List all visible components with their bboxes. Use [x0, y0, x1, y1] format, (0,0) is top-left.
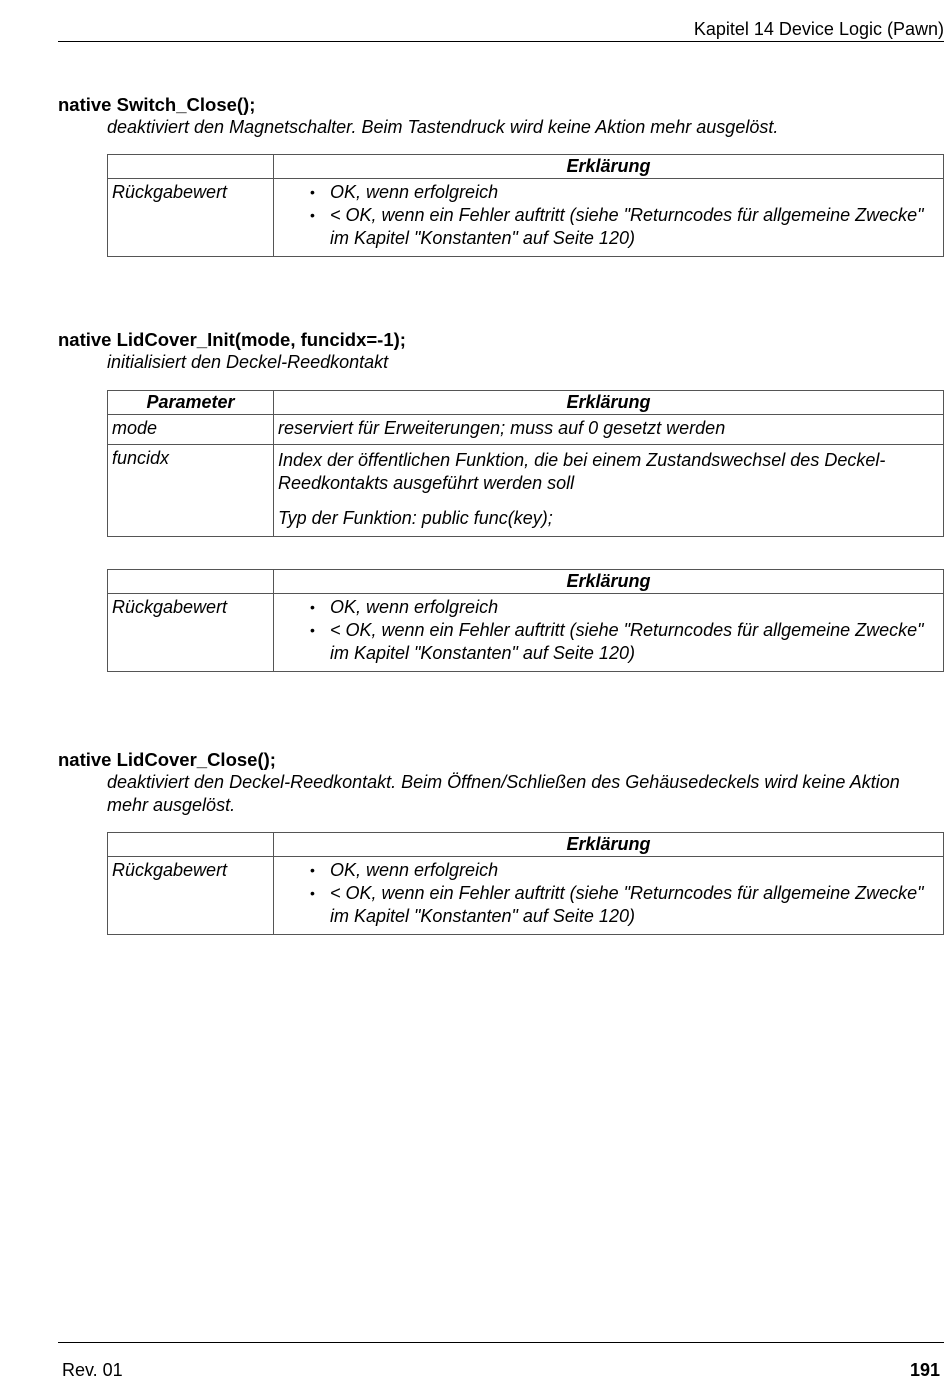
table-header-explanation: Erklärung	[274, 391, 944, 415]
function-signature: native LidCover_Close();	[58, 749, 276, 770]
page-header-title: Kapitel 14 Device Logic (Pawn)	[693, 19, 944, 39]
header-divider	[58, 41, 944, 42]
parameter-table	[107, 390, 944, 537]
table-header-empty	[108, 570, 274, 594]
footer-revision: Rev. 01	[62, 1360, 123, 1380]
row-label-return-value: Rückgabewert	[108, 179, 274, 257]
function-description: initialisiert den Deckel-Reedkontakt	[107, 352, 389, 372]
param-description-text: Index der öffentlichen Funktion, die bei einem Zustandswechsel des Deckel-Reedkontakts ausgeführt werden soll	[278, 450, 886, 493]
table-header-parameter: Parameter	[108, 391, 274, 415]
return-value-table	[107, 569, 944, 672]
param-description-text: Typ der Funktion: public func(key);	[278, 508, 553, 528]
function-section-lidcover-close	[58, 748, 944, 935]
table-header-empty	[108, 155, 274, 179]
table-header-explanation: Erklärung	[274, 570, 944, 594]
param-name-mode: mode	[108, 415, 274, 445]
function-section-switch-close	[58, 93, 944, 257]
function-description: deaktiviert den Magnetschalter. Beim Tastendruck wird keine Aktion mehr ausgelöst.	[107, 117, 779, 137]
param-desc-funcidx	[274, 445, 944, 537]
function-signature: native LidCover_Init(mode, funcidx=-1);	[58, 329, 406, 350]
list-item: • OK, wenn erfolgreich	[330, 596, 939, 619]
table-header-empty	[108, 833, 274, 857]
function-signature: native Switch_Close();	[58, 94, 256, 115]
list-item: • OK, wenn erfolgreich	[330, 859, 939, 882]
table-header-explanation: Erklärung	[274, 155, 944, 179]
list-item: • < OK, wenn ein Fehler auftritt (siehe "Returncodes für allgemeine Zwecke" im Kapitel "Konstanten" auf Seite 120)	[330, 619, 939, 665]
table-header-explanation: Erklärung	[274, 833, 944, 857]
list-item: • < OK, wenn ein Fehler auftritt (siehe "Returncodes für allgemeine Zwecke" im Kapitel "Konstanten" auf Seite 120)	[330, 204, 939, 250]
return-value-explanation	[274, 179, 944, 257]
list-item: • OK, wenn erfolgreich	[330, 181, 939, 204]
return-value-explanation	[274, 857, 944, 935]
page-number: 191	[909, 1360, 940, 1380]
list-item: • < OK, wenn ein Fehler auftritt (siehe "Returncodes für allgemeine Zwecke" im Kapitel "Konstanten" auf Seite 120)	[330, 882, 939, 928]
param-desc-mode	[274, 415, 944, 445]
param-description-text: reserviert für Erweiterungen; muss auf 0 gesetzt werden	[278, 418, 726, 438]
return-value-table	[107, 154, 944, 257]
row-label-return-value: Rückgabewert	[108, 857, 274, 935]
param-name-funcidx: funcidx	[108, 445, 274, 537]
function-description: deaktiviert den Deckel-Reedkontakt. Beim Öffnen/Schließen des Gehäusedeckels wird keine Aktion mehr ausgelöst.	[107, 772, 900, 815]
footer-divider	[58, 1342, 944, 1343]
function-section-lidcover-init	[58, 328, 944, 672]
return-value-table	[107, 832, 944, 935]
return-value-explanation	[274, 594, 944, 672]
row-label-return-value: Rückgabewert	[108, 594, 274, 672]
